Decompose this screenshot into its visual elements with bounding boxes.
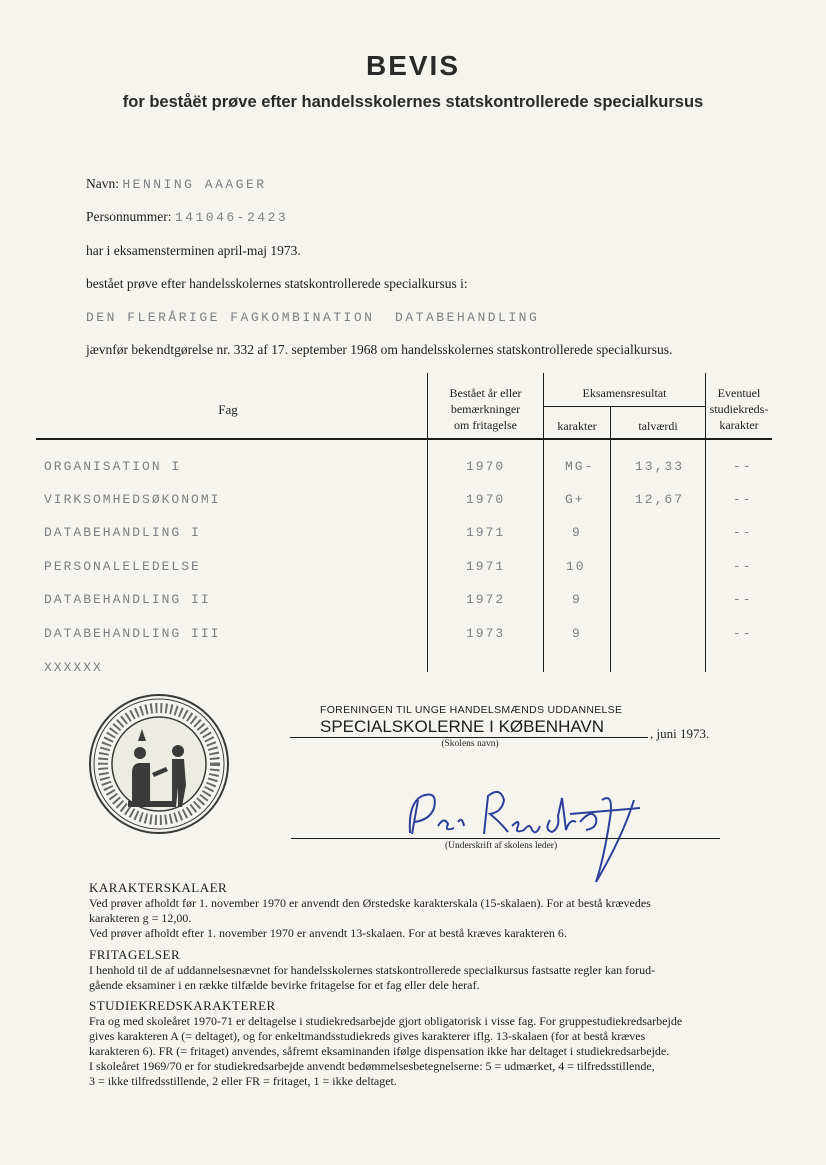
issue-date: , juni 1973. <box>650 726 710 741</box>
col-karakter: karakter <box>557 419 597 433</box>
row-study: -- <box>733 592 753 607</box>
row-grade: 9 <box>572 626 582 641</box>
row-subject: ORGANISATION I <box>44 459 182 474</box>
result-sub-rule <box>543 406 705 407</box>
col-talvaerdi: talværdi <box>638 419 678 433</box>
row-subject: VIRKSOMHEDSØKONOMI <box>44 492 221 507</box>
name-label: Navn: <box>86 176 119 191</box>
table-row <box>0 459 826 479</box>
section-study-text: Fra og med skoleåret 1970-71 er deltagelse i studiekredsarbejde gjort obligatorisk i visse fag. For gruppestudiekredsarbejde gives karakteren A (= deltaget), og for enkeltmandsstudiekreds gives karakterer iflg. 13-skalaen (for at bestå kræves karakteren 6). FR (= fritaget) anvendes, såfremt eksaminanden ifølge dispensation ikke har deltaget i studiekredsarbejde. I skoleåret 1969/70 er for studiekredsarbejde anvendt bedømmelsesbetegnelserne: 5 = udmærket, 4 = tilfredsstillende, 3 = ikke tilfredsstillende, 2 eller FR = fritaget, 1 = ikke deltaget. <box>89 1014 683 1088</box>
org-line: FORENINGEN TIL UNGE HANDELSMÆNDS UDDANNELSE <box>320 704 623 716</box>
signature-rule <box>291 838 720 839</box>
row-study: -- <box>733 492 753 507</box>
row-subject: DATABEHANDLING II <box>44 592 211 607</box>
school-name-rule <box>290 737 648 738</box>
end-mark: XXXXXX <box>44 660 103 675</box>
school-caption: (Skolens navn) <box>441 739 499 749</box>
row-year: 1973 <box>466 626 506 641</box>
row-study: -- <box>733 459 753 474</box>
signature-icon <box>400 778 650 888</box>
row-grade: 9 <box>572 525 582 540</box>
row-study: -- <box>733 559 753 574</box>
section-title-study: STUDIEKREDSKARAKTERER <box>89 998 276 1013</box>
section-title-exemptions: FRITAGELSER <box>89 947 181 962</box>
reference-line: jævnfør bekendtgørelse nr. 332 af 17. september 1968 om handelsskolernes statskontrollerede specialkursus. <box>86 342 673 357</box>
table-header-rule <box>36 438 772 440</box>
row-grade: 9 <box>572 592 582 607</box>
course-name: DEN FLERÅRIGE FAGKOMBINATION DATABEHANDLING <box>86 310 540 325</box>
school-seal-icon <box>88 693 230 835</box>
col-studiekreds: Eventuel studiekreds- karakter <box>709 386 769 432</box>
row-grade: G+ <box>565 492 585 507</box>
exam-term: har i eksamensterminen april-maj 1973. <box>86 243 301 258</box>
table-row <box>0 525 826 545</box>
name-value: HENNING AAAGER <box>122 177 267 192</box>
name-row <box>86 176 267 192</box>
col-fag: Fag <box>218 402 238 417</box>
row-subject: DATABEHANDLING I <box>44 525 201 540</box>
section-scales-text: Ved prøver afholdt før 1. november 1970 er anvendt den Ørstedske karakterskala (15-skalaen). For at bestå krævedes karakteren g = 12,00. Ved prøver afholdt efter 1. november 1970 er anvendt 13-skalaen. For at bestå kræves karakteren 6. <box>89 896 651 940</box>
cpr-label: Personnummer: <box>86 209 172 224</box>
row-study: -- <box>733 626 753 641</box>
passed-line: bestået prøve efter handelsskolernes statskontrollerede specialkursus i: <box>86 276 468 291</box>
row-year: 1970 <box>466 492 506 507</box>
section-exemptions-text: I henhold til de af uddannelsesnævnet for handelsskolernes statskontrollerede specialkursus fastsatte regler kan forud- gående eksaminer i en række tilfælde bevirke fritagelse for et fag eller dele heraf. <box>89 963 656 992</box>
signature-caption: (Underskrift af skolens leder) <box>445 841 558 851</box>
col-year: Bestået år eller bemærkninger om fritagelse <box>449 386 522 432</box>
col-result: Eksamensresultat <box>582 386 667 400</box>
cpr-row <box>86 209 288 225</box>
section-title-scales: KARAKTERSKALAER <box>89 880 228 895</box>
table-row <box>0 559 826 579</box>
row-study: -- <box>733 525 753 540</box>
cpr-value: 141046-2423 <box>174 210 289 225</box>
row-grade: MG- <box>565 459 595 474</box>
row-subject: DATABEHANDLING III <box>44 626 221 641</box>
row-year: 1971 <box>466 559 506 574</box>
document-subtitle: for beståët prøve efter handelsskolernes statskontrollerede specialkursus <box>122 93 704 111</box>
row-grade: 10 <box>566 559 586 574</box>
row-year: 1971 <box>466 525 506 540</box>
row-year: 1970 <box>466 459 506 474</box>
document-title: BEVIS <box>365 50 461 81</box>
table-row <box>0 626 826 646</box>
table-row <box>0 492 826 512</box>
row-value: 13,33 <box>635 459 685 474</box>
row-year: 1972 <box>466 592 506 607</box>
row-value: 12,67 <box>635 492 685 507</box>
school-name: SPECIALSKOLERNE I KØBENHAVN <box>320 717 605 736</box>
row-subject: PERSONALELEDELSE <box>44 559 201 574</box>
table-row <box>0 592 826 612</box>
